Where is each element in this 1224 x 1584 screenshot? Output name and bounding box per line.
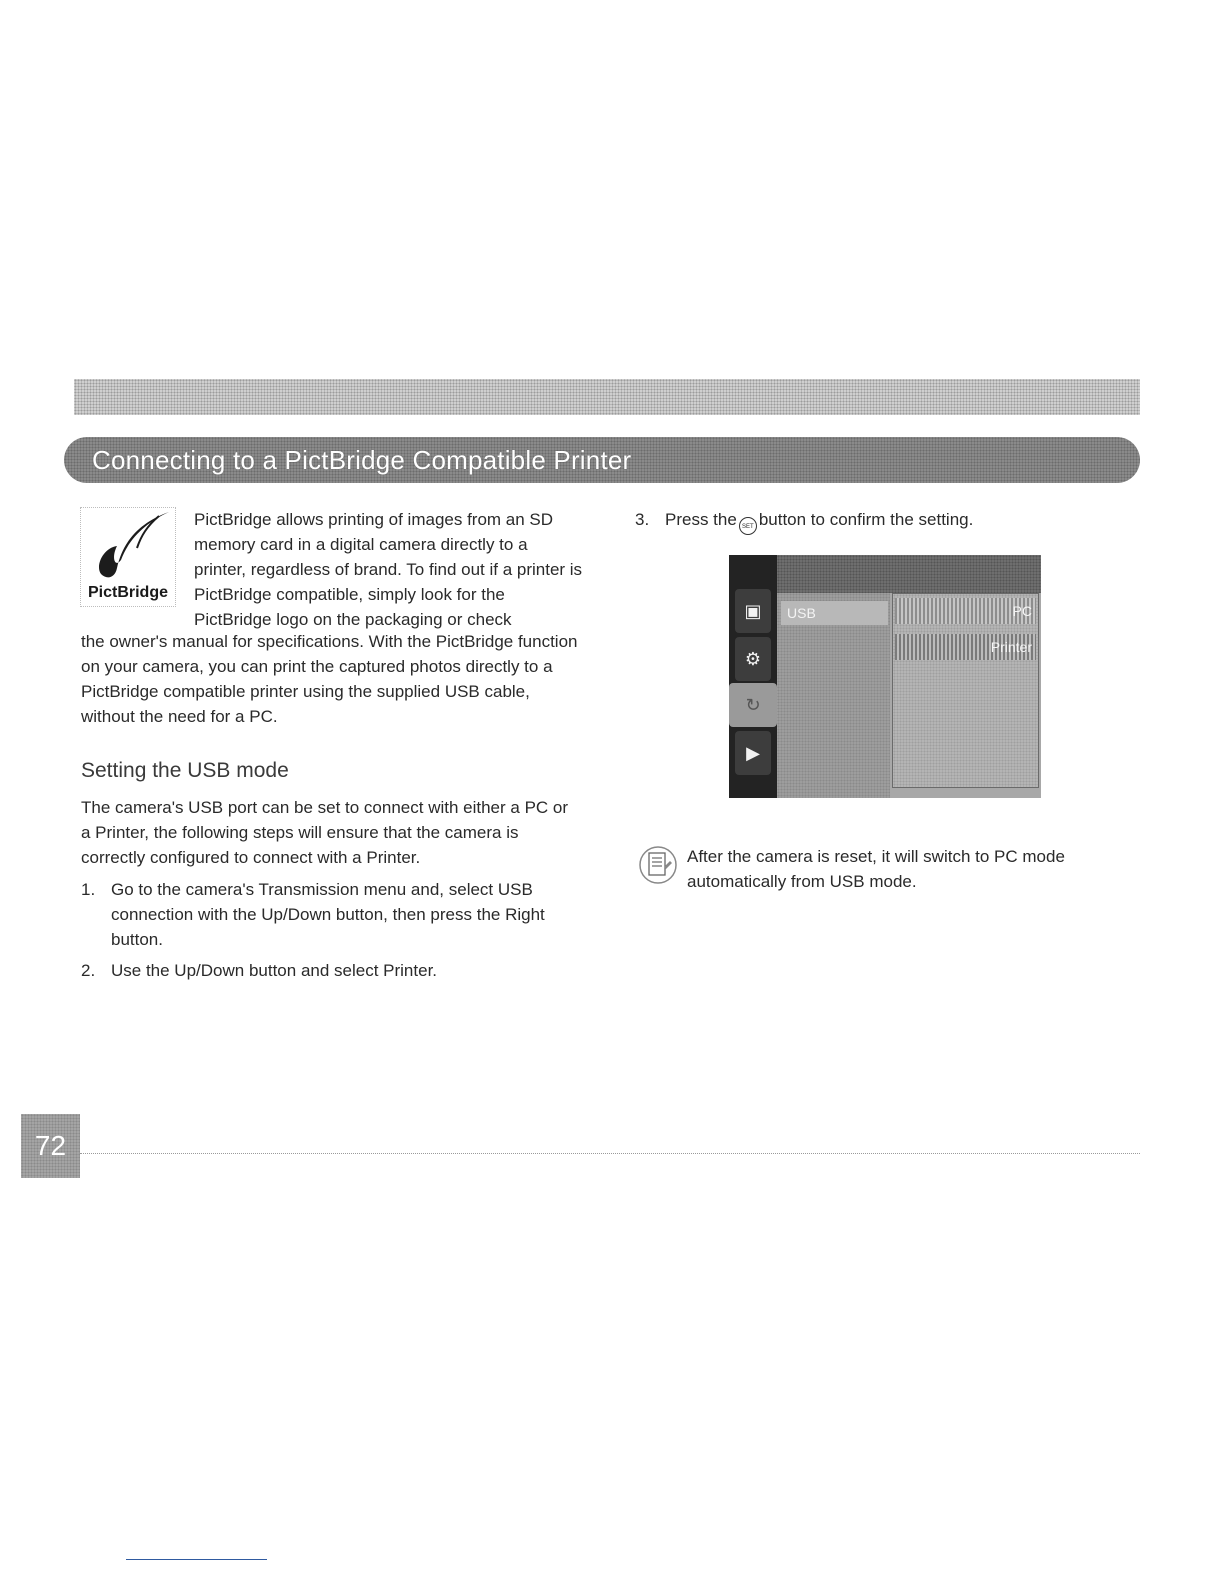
section-paragraph: The camera's USB port can be set to connect with either a PC or a Printer, the following steps will ensure that the camera is correctly configured to connect with a Printer.	[81, 798, 569, 867]
playback-icon: ▶	[735, 731, 771, 775]
camera-option-printer: Printer	[895, 634, 1036, 660]
header-band	[74, 379, 1140, 415]
note-icon	[638, 845, 678, 885]
camera-option-pc: PC	[895, 598, 1036, 624]
page-title: Connecting to a PictBridge Compatible Printer	[92, 444, 632, 475]
step-number: 3.	[635, 510, 650, 529]
pictbridge-swoosh-icon	[81, 508, 175, 584]
section-title-bar	[64, 437, 1140, 483]
note-text: After the camera is reset, it will switch to PC mode automatically from USB mode.	[687, 847, 1065, 891]
settings-icon: ⚙	[735, 637, 771, 681]
intro-paragraph-wrap: PictBridge allows printing of images from an SD memory card in a digital camera directly to a printer, regardless of brand. To find out if a printer is PictBridge compatible, simply look for the PictBridge logo on the packaging or check	[194, 510, 583, 629]
page-number: 72	[21, 1114, 80, 1178]
camera-submenu	[892, 593, 1039, 788]
step-text: Use the Up/Down button and select Printer.	[111, 961, 438, 980]
step-text	[665, 507, 973, 535]
step-text: Go to the camera's Transmission menu and, select USB connection with the Up/Down button, then press the Right button.	[111, 880, 545, 949]
pictbridge-logo-label: PictBridge	[87, 584, 168, 601]
step-number: 2.	[81, 961, 96, 980]
step-number: 1.	[81, 880, 96, 899]
camera-menu-list	[777, 593, 890, 798]
camera-icon: ▣	[735, 589, 771, 633]
footer-divider	[80, 1153, 1140, 1154]
footer-underline	[126, 1559, 267, 1560]
step-text-before: Press the	[665, 510, 737, 529]
step-text-after: button to confirm the setting.	[758, 510, 974, 529]
camera-menu-sidebar	[729, 555, 777, 798]
transmission-icon: ↻	[729, 683, 777, 727]
section-heading: Setting the USB mode	[81, 759, 289, 782]
camera-menu-item-usb: USB	[781, 601, 888, 625]
set-button-icon: SET	[739, 517, 757, 535]
pictbridge-logo	[80, 507, 176, 607]
camera-screen-illustration	[729, 555, 1041, 798]
intro-paragraph-continued: the owner's manual for specifications. With the PictBridge function on your camera, you can print the captured photos directly to a PictBridge compatible printer using the supplied USB cable, without the need for a PC.	[81, 632, 578, 726]
